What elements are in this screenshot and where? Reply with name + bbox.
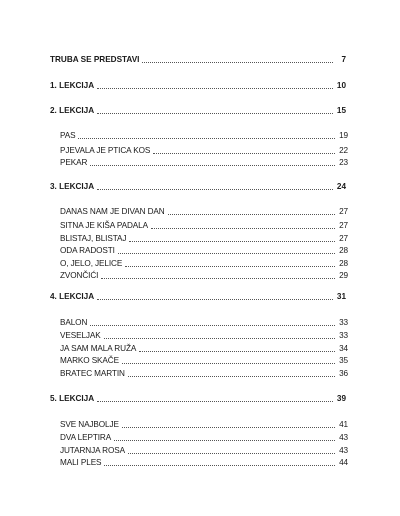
- toc-entry-page-number: 28: [339, 246, 348, 255]
- toc-entry-ja-sam-mala-ruza[interactable]: [60, 344, 348, 354]
- toc-entry-title: JA SAM MALA RUŽA: [60, 344, 137, 353]
- toc-entry-title: SVE NAJBOLJE: [60, 420, 119, 429]
- toc-entry-pekar[interactable]: [60, 158, 348, 168]
- toc-entry-page-number: 23: [339, 158, 348, 167]
- toc-entry-page-number: 27: [339, 207, 348, 216]
- toc-entry-lekcija-4[interactable]: [50, 292, 346, 302]
- toc-entry-page-number: 22: [339, 146, 348, 155]
- dot-leader: [104, 338, 335, 339]
- dot-leader: [90, 325, 335, 326]
- dot-leader: [128, 453, 335, 454]
- dot-leader: [122, 427, 335, 428]
- toc-entry-sitna-je-kisa-padala[interactable]: [60, 221, 348, 231]
- toc-entry-bratec-martin[interactable]: [60, 369, 348, 379]
- dot-leader: [139, 351, 335, 352]
- dot-leader: [97, 88, 333, 89]
- toc-entry-o-jelo-jelice[interactable]: [60, 259, 348, 269]
- toc-entry-title: JUTARNJA ROSA: [60, 446, 125, 455]
- dot-leader: [97, 113, 333, 114]
- toc-entry-title: SITNA JE KIŠA PADALA: [60, 221, 148, 230]
- toc-entry-page-number: 33: [339, 331, 348, 340]
- toc-entry-title: MARKO SKAČE: [60, 356, 119, 365]
- toc-entry-title: DANAS NAM JE DIVAN DAN: [60, 207, 165, 216]
- dot-leader: [97, 299, 333, 300]
- toc-entry-title: 4. LEKCIJA: [50, 292, 95, 301]
- toc-entry-page-number: 35: [339, 356, 348, 365]
- dot-leader: [129, 241, 335, 242]
- toc-entry-title: PJEVALA JE PTICA KOS: [60, 146, 151, 155]
- toc-entry-page-number: 43: [339, 446, 348, 455]
- toc-entry-page-number: 27: [339, 221, 348, 230]
- dot-leader: [128, 376, 335, 377]
- toc-entry-page-number: 7: [341, 55, 346, 64]
- toc-entry-blistaj-blistaj[interactable]: [60, 234, 348, 244]
- toc-entry-page-number: 28: [339, 259, 348, 268]
- dot-leader: [125, 266, 335, 267]
- toc-entry-pjevala-je-ptica-kos[interactable]: [60, 146, 348, 156]
- toc-entry-danas-nam-je-divan-dan[interactable]: [60, 207, 348, 217]
- toc-entry-title: O, JELO, JELICE: [60, 259, 123, 268]
- dot-leader: [78, 138, 335, 139]
- toc-entry-page-number: 41: [339, 420, 348, 429]
- toc-entry-page-number: 34: [339, 344, 348, 353]
- toc-entry-title: BALON: [60, 318, 88, 327]
- dot-leader: [168, 214, 335, 215]
- dot-leader: [97, 189, 333, 190]
- toc-entry-title: BLISTAJ, BLISTAJ: [60, 234, 127, 243]
- toc-entry-page-number: 36: [339, 369, 348, 378]
- toc-entry-oda-radosti[interactable]: [60, 246, 348, 256]
- toc-entry-title: 1. LEKCIJA: [50, 81, 95, 90]
- toc-entry-page-number: 10: [336, 81, 346, 90]
- toc-entry-title: TRUBA SE PREDSTAVI: [50, 55, 140, 64]
- toc-entry-veseljak[interactable]: [60, 331, 348, 341]
- toc-entry-page-number: 43: [339, 433, 348, 442]
- toc-entry-title: PEKAR: [60, 158, 88, 167]
- toc-entry-title: ODA RADOSTI: [60, 246, 115, 255]
- toc-entry-page-number: 15: [336, 106, 346, 115]
- toc-entry-title: VESELJAK: [60, 331, 101, 340]
- toc-entry-title: PAS: [60, 131, 76, 140]
- toc-entry-mali-ples[interactable]: [60, 458, 348, 468]
- toc-entry-page-number: 19: [339, 131, 348, 140]
- toc-entry-lekcija-3[interactable]: [50, 182, 346, 192]
- toc-entry-pas[interactable]: [60, 131, 348, 141]
- toc-entry-title: BRATEC MARTIN: [60, 369, 125, 378]
- toc-entry-title: 3. LEKCIJA: [50, 182, 95, 191]
- dot-leader: [97, 401, 333, 402]
- dot-leader: [114, 440, 335, 441]
- toc-entry-page-number: 33: [339, 318, 348, 327]
- toc-entry-marko-skace[interactable]: [60, 356, 348, 366]
- toc-entry-title: MALI PLES: [60, 458, 102, 467]
- toc-entry-page-number: 24: [336, 182, 346, 191]
- dot-leader: [122, 363, 335, 364]
- toc-entry-dva-leptira[interactable]: [60, 433, 348, 443]
- toc-entry-lekcija-5[interactable]: [50, 394, 346, 404]
- toc-entry-page-number: 27: [339, 234, 348, 243]
- toc-entry-lekcija-2[interactable]: [50, 106, 346, 116]
- dot-leader: [153, 153, 335, 154]
- toc-entry-title: 5. LEKCIJA: [50, 394, 95, 403]
- toc-entry-jutarnja-rosa[interactable]: [60, 446, 348, 456]
- dot-leader: [142, 62, 333, 63]
- toc-entry-page-number: 39: [336, 394, 346, 403]
- dot-leader: [101, 278, 335, 279]
- toc-entry-page-number: 44: [339, 458, 348, 467]
- toc-entry-balon[interactable]: [60, 318, 348, 328]
- toc-entry-page-number: 31: [336, 292, 346, 301]
- toc-entry-lekcija-1[interactable]: [50, 81, 346, 91]
- toc-entry-title: DVA LEPTIRA: [60, 433, 112, 442]
- dot-leader: [118, 253, 335, 254]
- toc-entry-title: 2. LEKCIJA: [50, 106, 95, 115]
- toc-entry-sve-najbolje[interactable]: [60, 420, 348, 430]
- toc-entry-title: ZVONČIĆI: [60, 271, 99, 280]
- toc-entry-zvoncici[interactable]: [60, 271, 348, 281]
- toc-entry-page-number: 29: [339, 271, 348, 280]
- dot-leader: [90, 165, 335, 166]
- dot-leader: [151, 228, 335, 229]
- toc-entry-truba-se-predstavi[interactable]: [50, 55, 346, 65]
- dot-leader: [104, 465, 335, 466]
